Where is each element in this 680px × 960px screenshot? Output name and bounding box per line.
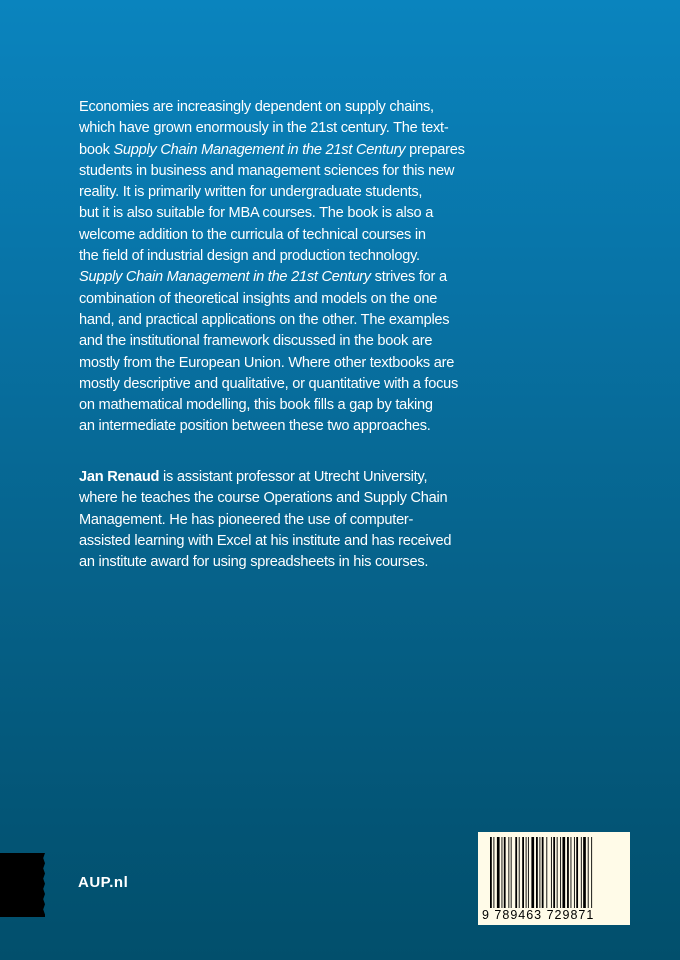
publisher-url: AUP.nl <box>78 874 129 891</box>
isbn-barcode <box>478 832 630 925</box>
author-line: Management. He has pioneered the use of computer- <box>79 511 414 528</box>
barcode-bar <box>546 837 547 915</box>
book-title: Supply Chain Management in the 21st Century <box>113 141 406 158</box>
barcode-bar <box>591 837 592 915</box>
barcode-bar <box>542 837 544 915</box>
barcode-bar <box>574 837 575 915</box>
barcode-bar <box>562 837 565 915</box>
description-line: mostly descriptive and qualitative, or quantitative with a focus <box>79 375 459 392</box>
barcode-bar <box>567 837 569 915</box>
barcode-bar <box>553 837 555 915</box>
barcode-bar <box>560 837 561 915</box>
description-line <box>79 140 465 161</box>
text: prepares <box>405 141 465 158</box>
description-line: the field of industrial design and production technology. <box>79 248 420 265</box>
barcode-bar <box>581 837 582 915</box>
barcode-bar <box>522 837 524 915</box>
description-line: Economies are increasingly dependent on supply chains, <box>79 99 434 115</box>
description-line: mostly from the European Union. Where other textbooks are <box>79 354 455 371</box>
author-line: where he teaches the course Operations and Supply Chain <box>79 490 448 507</box>
barcode-bar <box>531 837 534 915</box>
text: strives for a <box>370 269 447 286</box>
isbn-number: 9 789463 729871 <box>482 908 595 922</box>
barcode-bar <box>497 837 500 915</box>
barcode-bar <box>583 837 586 915</box>
barcode-bar <box>528 837 529 915</box>
barcode-bar <box>504 837 506 915</box>
description-line: hand, and practical applications on the other. The examples <box>79 311 450 328</box>
text: is assistant professor at Utrecht University, <box>159 469 428 485</box>
description-line: and the institutional framework discussed in the book are <box>79 333 433 350</box>
barcode-bar <box>571 837 572 915</box>
description-line: students in business and management sciences for this new <box>79 162 455 179</box>
description-line: welcome addition to the curricula of technical courses in <box>79 226 426 243</box>
description-line <box>79 267 465 288</box>
barcode-bar <box>515 837 517 915</box>
barcode-bars <box>490 837 624 915</box>
barcode-bar <box>519 837 520 915</box>
black-edge-tab <box>0 853 45 917</box>
barcode-bar <box>551 837 552 915</box>
description-line: reality. It is primarily written for undergraduate students, <box>79 184 423 201</box>
author-line: an institute award for using spreadsheets in his courses. <box>79 554 429 571</box>
text: book <box>79 141 114 158</box>
barcode-bar <box>493 837 494 915</box>
author-line <box>79 467 451 488</box>
barcode-bar <box>511 837 512 915</box>
description-line: on mathematical modelling, this book fills a gap by taking <box>79 397 433 414</box>
barcode-bar <box>526 837 527 915</box>
author-bio <box>79 467 451 573</box>
barcode-bar <box>588 837 589 915</box>
description-line: combination of theoretical insights and models on the one <box>79 290 438 307</box>
description-line: but it is also suitable for MBA courses. The book is also a <box>79 205 434 222</box>
description-line: which have grown enormously in the 21st century. The text- <box>79 120 449 137</box>
author-line: assisted learning with Excel at his institute and has received <box>79 532 452 549</box>
barcode-bar <box>502 837 503 915</box>
author-name: Jan Renaud <box>79 469 160 485</box>
barcode-bar <box>490 837 492 915</box>
barcode-bar <box>576 837 578 915</box>
barcode-bar <box>539 837 540 915</box>
description-line: an intermediate position between these two approaches. <box>79 418 431 435</box>
book-title: Supply Chain Management in the 21st Century <box>79 269 371 286</box>
barcode-bar <box>557 837 558 915</box>
book-description <box>79 97 465 438</box>
barcode-bar <box>508 837 509 915</box>
barcode-bar <box>536 837 538 915</box>
